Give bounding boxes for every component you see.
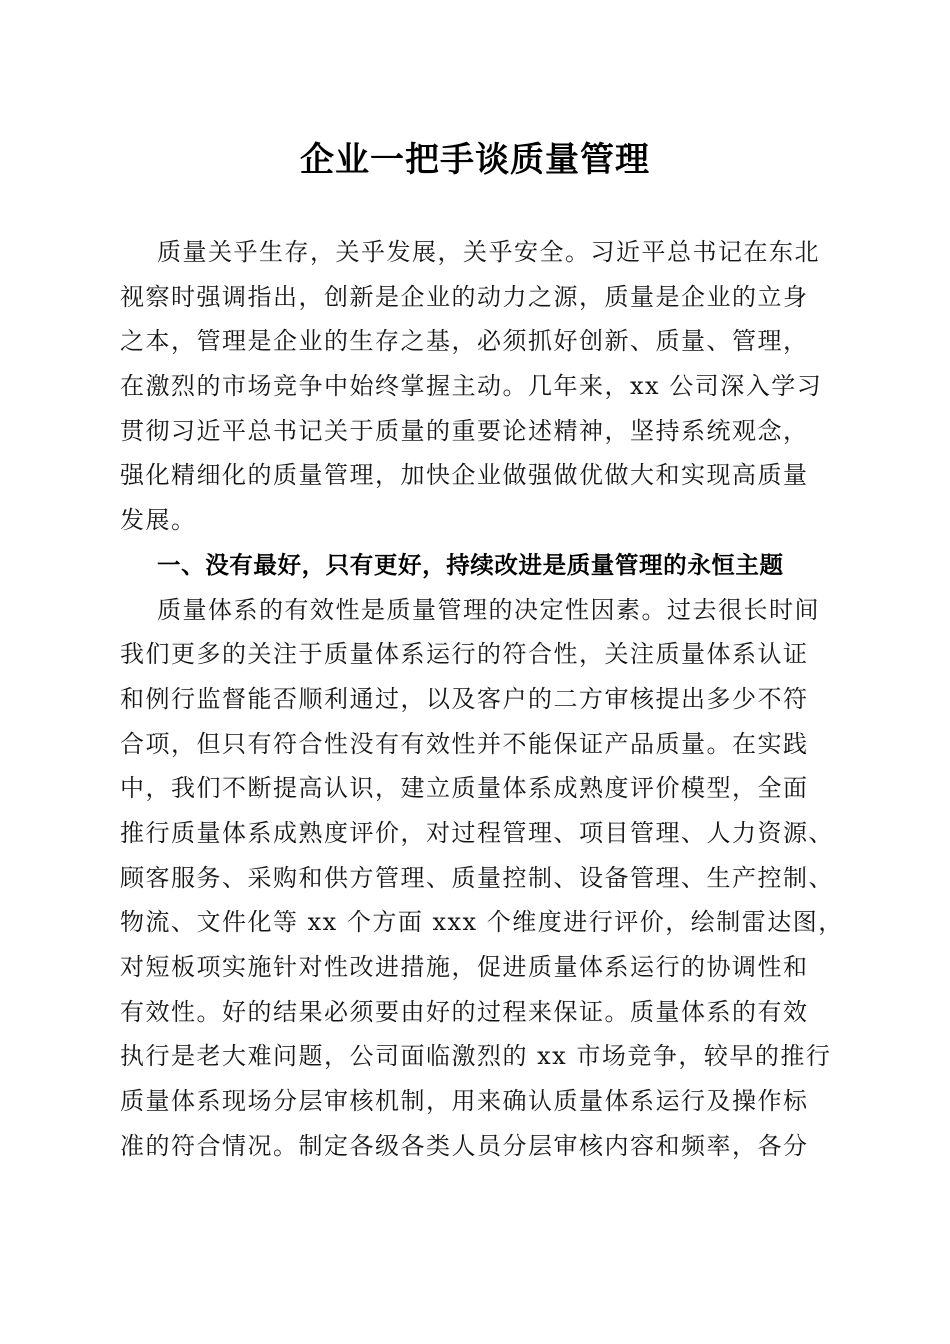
paragraph-line: 质量体系现场分层审核机制，用来确认质量体系运行及操作标 xyxy=(120,1087,809,1116)
paragraph-line: 之本，管理是企业的生存之基，必须抓好创新、质量、管理， xyxy=(120,327,809,356)
paragraph-line: 和例行监督能否顺利通过，以及客户的二方审核提出多少不符 xyxy=(120,684,809,713)
paragraph-line: 物流、文件化等 xx 个方面 xxx 个维度进行评价，绘制雷达图， xyxy=(120,908,844,937)
paragraph-line: 强化精细化的质量管理，加快企业做强做优做大和实现高质量 xyxy=(120,461,809,490)
paragraph-line: 合项，但只有符合性没有有效性并不能保证产品质量。在实践 xyxy=(120,729,809,758)
paragraph-line: 在激烈的市场竞争中始终掌握主动。几年来，xx 公司深入学习 xyxy=(120,372,823,401)
paragraph-line: 有效性。好的结果必须要由好的过程来保证。质量体系的有效 xyxy=(120,997,809,1026)
paragraph-line: 贯彻习近平总书记关于质量的重要论述精神，坚持系统观念， xyxy=(120,416,809,445)
document-title: 企业一把手谈质量管理 xyxy=(300,140,650,180)
paragraph-line: 发展。 xyxy=(120,506,197,535)
document-body xyxy=(120,230,844,1168)
paragraph-line: 我们更多的关注于质量体系运行的符合性，关注质量体系认证 xyxy=(120,640,809,669)
paragraph-line: 中，我们不断提高认识，建立质量体系成熟度评价模型，全面 xyxy=(120,774,809,803)
paragraph-line: 执行是老大难问题，公司面临激烈的 xx 市场竞争，较早的推行 xyxy=(120,1042,832,1071)
section-heading: 一、没有最好，只有更好，持续改进是质量管理的永恒主题 xyxy=(157,550,784,579)
paragraph-line: 准的符合情况。制定各级各类人员分层审核内容和频率，各分 xyxy=(120,1131,809,1160)
paragraph-line: 质量关乎生存，关乎发展，关乎安全。习近平总书记在东北 xyxy=(157,238,820,266)
paragraph-line: 对短板项实施针对性改进措施，促进质量体系运行的协调性和 xyxy=(120,953,809,981)
paragraph-line: 顾客服务、采购和供方管理、质量控制、设备管理、生产控制、 xyxy=(120,863,834,892)
paragraph-line: 推行质量体系成熟度评价，对过程管理、项目管理、人力资源、 xyxy=(120,818,834,847)
paragraph-line: 质量体系的有效性是质量管理的决定性因素。过去很长时间 xyxy=(157,595,820,624)
paragraph-line: 视察时强调指出，创新是企业的动力之源，质量是企业的立身 xyxy=(120,282,809,311)
